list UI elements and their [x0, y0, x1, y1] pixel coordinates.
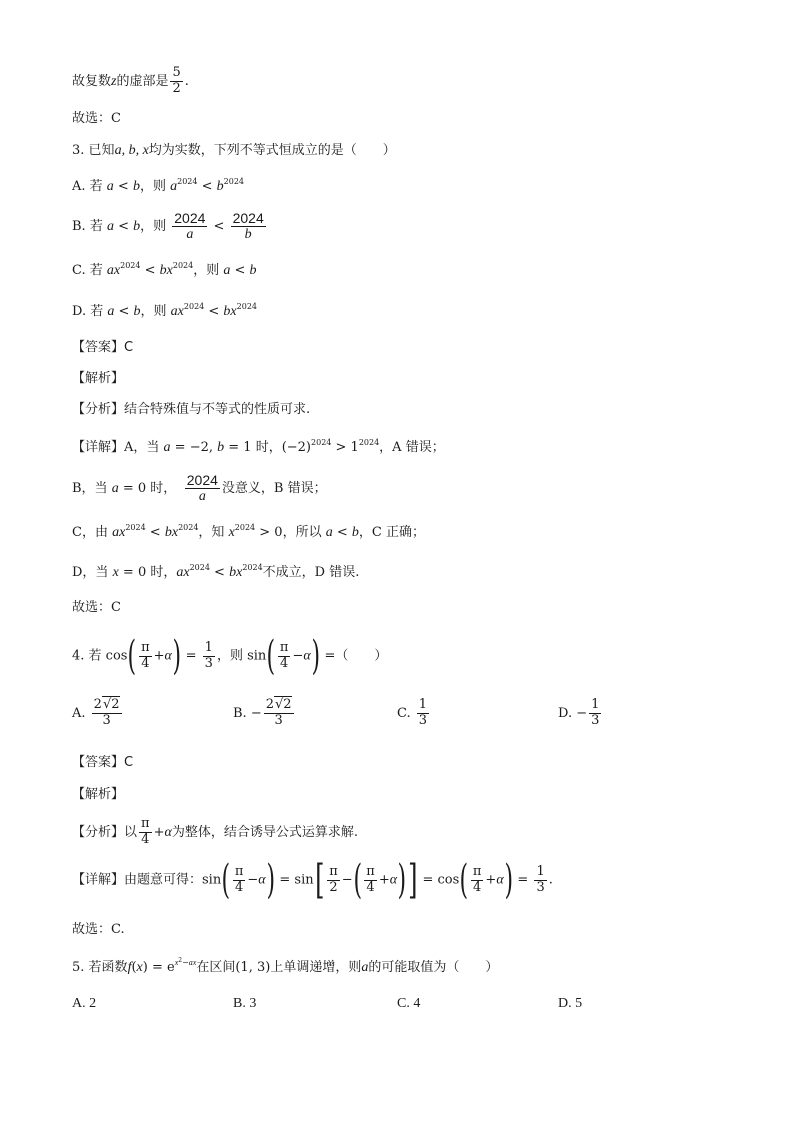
q4-stem: 4. 若 cos( $\frac{\pi}{4}$ +α) = $\frac{1}{3}$ ，则 sin( $\frac{\pi}{4}$ −α) =（ ） — [72, 633, 388, 679]
q3-fenxi: 【分析】结合特殊值与不等式的性质可求. — [72, 402, 311, 417]
q2-conclusion: 故复数z的虚部是 $\frac{5}{2}$ . — [72, 65, 189, 96]
q3-analysis: 【解析】 — [72, 371, 125, 386]
q3-stem: 3. 已知a, b, x均为实数，下列不等式恒成立的是（ ） — [72, 143, 396, 158]
q4-option-b: B. − $\frac{2√2}{3}$ — [233, 697, 292, 728]
q4-option-a: A. $\frac{2√2}{3}$ — [72, 697, 120, 728]
q4-analysis: 【解析】 — [72, 787, 125, 802]
q3-detail-a: 【详解】A，当 a = −2, b = 1 时，$(-2)^{2024} > 1^{2024}$，A 错误； — [72, 438, 445, 455]
q4-choice: 故选：C. — [72, 922, 125, 937]
q3-detail-c: C，由 $ax^{2024} < bx^{2024}$，知 $x^{2024} > 0$，所以 a < b，C 正确； — [72, 523, 425, 540]
q4-detail: 【详解】由题意可得：sin( $\frac{\pi}{4}$ −α) = sin[ $\frac{\pi}{2}$ −( $\frac{\pi}{4}$ +α)] = cos( $\frac{\pi}{4}$ +α) = $\frac{1}{3}$ . — [72, 857, 553, 903]
q4-option-c: C. $\frac{1}{3}$ — [397, 697, 428, 728]
q5-stem: 5. 若函数$f(x) = e^{x^2-ax}$在区间(1, 3)上单调递增，则a的可能取值为（ ） — [72, 957, 499, 975]
fraction-5-2: $\frac{5}{2}$ — [172, 65, 181, 96]
q3-answer: 【答案】C — [72, 340, 134, 355]
q4-answer: 【答案】C — [72, 755, 134, 770]
q3-option-b: B. 若 a < b，则 $\frac{2024}{a}$ < $\frac{2024}{b}$ — [72, 210, 264, 243]
q5-option-b: B. 3 — [233, 996, 257, 1011]
q5-option-d: D. 5 — [558, 996, 583, 1011]
q3-choice: 故选：C — [72, 600, 121, 615]
q5-option-a: A. 2 — [72, 996, 97, 1011]
q2-choice: 故选：C — [72, 111, 121, 126]
q3-option-c: C. 若 $ax^{2024} < bx^{2024}$，则 a < b — [72, 261, 257, 278]
q5-option-c: C. 4 — [397, 996, 421, 1011]
q3-detail-d: D，当 x = 0 时，$ax^{2024} < bx^{2024}$不成立，D 错误. — [72, 563, 360, 580]
q3-option-a: A. 若 a < b，则 $a^{2024} < b^{2024}$ — [72, 177, 244, 194]
q4-fenxi: 【分析】以 $\frac{\pi}{4}$ +α为整体，结合诱导公式运算求解. — [72, 816, 358, 847]
q3-detail-b: B，当 a = 0 时， $\frac{2024}{a}$ 没意义，B 错误； — [72, 472, 327, 505]
q4-option-d: D. − $\frac{1}{3}$ — [558, 697, 600, 728]
q3-option-d: D. 若 a < b，则 $ax^{2024} < bx^{2024}$ — [72, 302, 257, 319]
